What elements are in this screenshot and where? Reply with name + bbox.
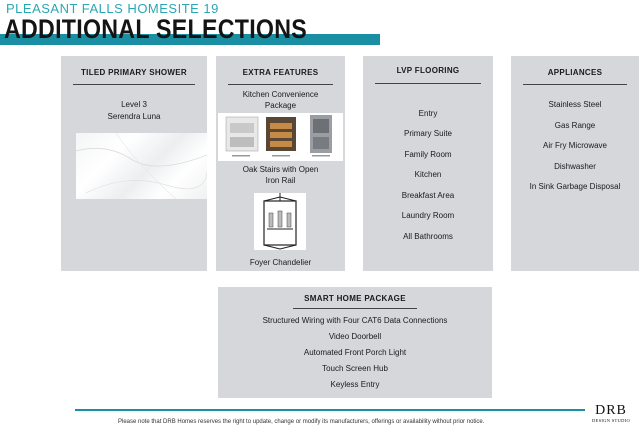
divider <box>73 84 195 85</box>
flooring-item: Entry <box>418 109 438 118</box>
divider <box>523 84 627 85</box>
flooring-panel-title: LVP FLOORING <box>396 66 460 75</box>
footer-divider <box>75 409 585 411</box>
smart-home-panel <box>218 287 492 398</box>
appliances-panel <box>511 56 639 271</box>
appliance-item: Air Fry Microwave <box>542 141 607 150</box>
logo-text: DRB <box>595 403 627 418</box>
smart-home-item: Video Doorbell <box>328 332 382 341</box>
appliance-item: In Sink Garbage Disposal <box>529 182 621 191</box>
page-title: ADDITIONAL SELECTIONS <box>4 14 308 44</box>
feature-item: Kitchen Convenience Package <box>242 90 319 110</box>
kitchen-products-icon <box>218 113 343 161</box>
flooring-item: Breakfast Area <box>401 191 455 200</box>
flooring-item: Kitchen <box>414 170 442 179</box>
smart-home-item: Keyless Entry <box>330 380 380 389</box>
appliances-panel-title: APPLIANCES <box>547 68 603 77</box>
smart-home-item: Automated Front Porch Light <box>303 348 407 357</box>
shower-item: Serendra Luna <box>107 112 161 121</box>
logo-subtext: DESIGN STUDIO <box>591 418 631 423</box>
marble-veins <box>76 133 207 199</box>
homesite-subtitle: PLEASANT FALLS HOMESITE 19 <box>6 1 219 16</box>
shower-panel-title: TILED PRIMARY SHOWER <box>80 68 187 77</box>
appliance-item: Stainless Steel <box>548 100 602 109</box>
appliance-item: Dishwasher <box>554 162 596 171</box>
smart-home-panel-title: SMART HOME PACKAGE <box>304 294 406 303</box>
flooring-panel <box>363 56 493 271</box>
flooring-item: Family Room <box>404 150 452 159</box>
feature-item: Oak Stairs with Open Iron Rail <box>242 165 319 185</box>
flooring-item: Laundry Room <box>401 211 455 220</box>
smart-home-item: Touch Screen Hub <box>322 364 388 373</box>
flooring-item: All Bathrooms <box>403 232 453 241</box>
chandelier-icon <box>254 193 306 250</box>
marble-tile-image <box>76 133 207 199</box>
shower-item: Level 3 <box>121 100 147 109</box>
drb-design-studio-logo <box>588 404 634 426</box>
kitchen-package-photo <box>218 113 343 161</box>
foyer-chandelier-photo <box>254 193 306 250</box>
appliance-item: Gas Range <box>554 121 596 130</box>
flooring-item: Primary Suite <box>403 129 452 138</box>
divider <box>228 84 333 85</box>
features-panel-title: EXTRA FEATURES <box>242 68 319 77</box>
divider <box>293 308 417 309</box>
divider <box>375 83 481 84</box>
smart-home-item: Structured Wiring with Four CAT6 Data Connections <box>262 316 448 325</box>
feature-item: Foyer Chandelier <box>249 258 312 267</box>
disclaimer-text: Please note that DRB Homes reserves the right to update, change or modify its manufacturers, offerings or availability without prior notice. <box>118 419 485 425</box>
